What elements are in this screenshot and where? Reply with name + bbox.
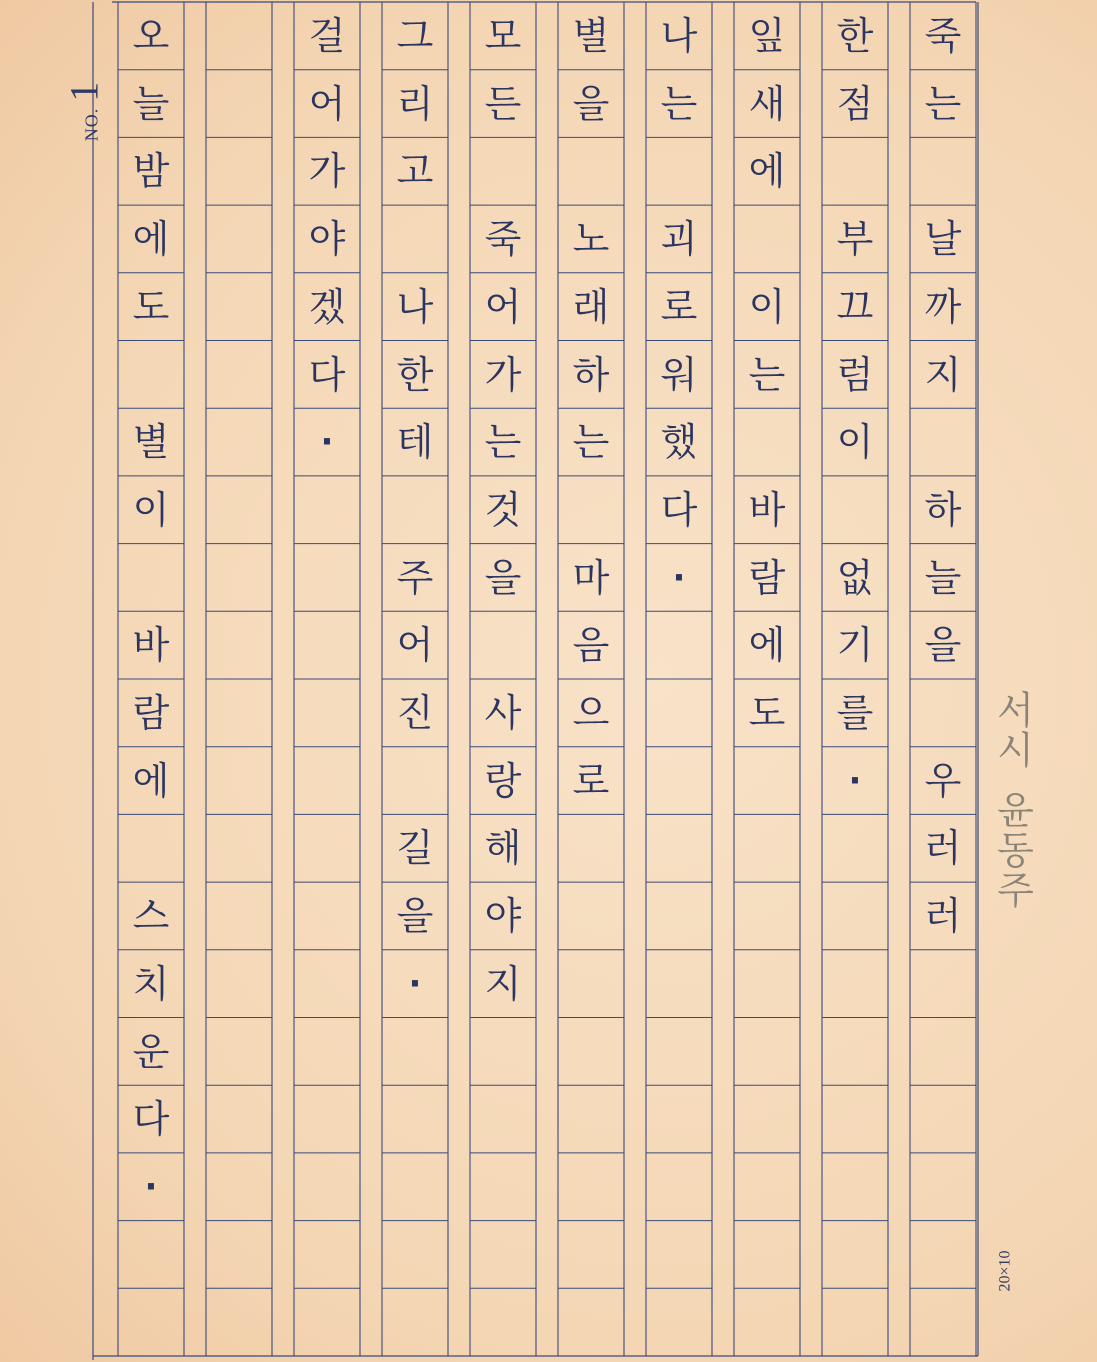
empty-cell [910,1154,976,1220]
manuscript-character: 로 [572,758,610,803]
empty-cell [822,1154,888,1220]
empty-cell [382,206,448,272]
empty-cell [206,206,272,272]
grid-format-label: 20×10 [996,1250,1014,1292]
empty-cell [910,680,976,746]
manuscript-character: 우 [924,758,962,803]
empty-cell [558,815,624,881]
empty-cell [910,138,976,204]
empty-cell [206,1289,272,1355]
manuscript-character: 이 [836,420,874,465]
empty-cell [734,748,800,814]
manuscript-character: 노 [572,217,610,262]
empty-cell [646,815,712,881]
empty-cell [294,883,360,949]
page-number-label [60,82,107,142]
empty-cell [910,409,976,475]
manuscript-character: 끄 [836,284,874,329]
empty-cell [822,1086,888,1152]
empty-cell [206,748,272,814]
empty-cell [646,680,712,746]
manuscript-character: 지 [484,961,522,1006]
manuscript-character: 야 [308,217,346,262]
empty-cell [206,477,272,543]
manuscript-character: 가 [308,149,346,194]
empty-cell [382,1086,448,1152]
empty-cell [294,815,360,881]
empty-cell [118,342,184,408]
manuscript-character: 도 [132,284,170,329]
manuscript-character: 어 [484,284,522,329]
empty-cell [294,1289,360,1355]
empty-cell [118,545,184,611]
empty-cell [294,1222,360,1288]
empty-cell [118,1222,184,1288]
empty-cell [646,138,712,204]
manuscript-character: · [408,963,422,1004]
manuscript-character: 테 [396,420,434,465]
manuscript-character: 죽 [484,217,522,262]
empty-cell [646,1289,712,1355]
manuscript-character: 에 [748,623,786,668]
empty-cell [910,1289,976,1355]
empty-cell [382,1289,448,1355]
empty-cell [206,1154,272,1220]
empty-cell [822,138,888,204]
empty-cell [206,612,272,678]
empty-cell [910,1222,976,1288]
manuscript-character: 하 [924,487,962,532]
empty-cell [206,1222,272,1288]
manuscript-character: 음 [572,623,610,668]
empty-cell [206,274,272,340]
empty-cell [382,748,448,814]
empty-cell [822,883,888,949]
empty-cell [118,1289,184,1355]
empty-cell [558,1019,624,1085]
empty-cell [382,1154,448,1220]
empty-cell [206,1086,272,1152]
empty-cell [910,1086,976,1152]
empty-cell [558,1086,624,1152]
empty-cell [734,1222,800,1288]
empty-cell [294,680,360,746]
manuscript-character: 늘 [132,81,170,126]
empty-cell [558,1289,624,1355]
manuscript-character: 래 [572,284,610,329]
empty-cell [734,1289,800,1355]
manuscript-character: 별 [572,14,610,58]
empty-cell [734,1154,800,1220]
manuscript-character: 에 [132,217,170,262]
empty-cell [734,815,800,881]
page-number-prefix: NO. [81,107,102,142]
manuscript-character: 럼 [836,352,874,397]
empty-cell [470,1154,536,1220]
manuscript-character: 오 [132,14,170,58]
empty-cell [558,951,624,1017]
manuscript-character: 겠 [308,284,346,329]
manuscript-character: 밤 [132,149,170,194]
empty-cell [646,951,712,1017]
empty-cell [206,1019,272,1085]
manuscript-character: 한 [836,14,874,58]
empty-cell [558,1222,624,1288]
manuscript-character: 길 [396,826,434,871]
empty-cell [822,951,888,1017]
manuscript-character: 없 [836,555,874,600]
manuscript-character: 바 [748,487,786,532]
manuscript-character: 다 [660,487,698,532]
manuscript-character: 진 [396,691,434,735]
empty-cell [734,951,800,1017]
manuscript-character: 을 [924,623,962,668]
manuscript-character: 리 [396,81,434,126]
manuscript-character: · [848,760,862,801]
manuscript-character: 스 [132,894,170,939]
manuscript-character: 마 [572,555,610,600]
manuscript-character: · [672,557,686,598]
manuscript-character: 부 [836,217,874,262]
manuscript-character: 늘 [924,555,962,600]
empty-cell [206,342,272,408]
empty-cell [294,1086,360,1152]
empty-cell [294,951,360,1017]
manuscript-character: 든 [484,81,522,126]
manuscript-character: 을 [484,555,522,600]
empty-cell [470,612,536,678]
empty-cell [206,3,272,69]
manuscript-character: 날 [924,217,962,262]
empty-cell [734,1019,800,1085]
manuscript-character: 별 [132,420,170,465]
empty-cell [734,883,800,949]
empty-cell [822,477,888,543]
empty-cell [470,1086,536,1152]
manuscript-character: 모 [484,14,522,58]
empty-cell [294,545,360,611]
empty-cell [646,1222,712,1288]
manuscript-character: 이 [132,487,170,532]
empty-cell [822,1289,888,1355]
empty-cell [382,1019,448,1085]
manuscript-character: 을 [396,894,434,939]
empty-cell [206,883,272,949]
manuscript-character: 러 [924,894,962,939]
empty-cell [910,951,976,1017]
poem-title: 서시 [990,690,1034,770]
manuscript-character: 도 [748,691,786,735]
empty-cell [294,748,360,814]
empty-cell [646,1154,712,1220]
manuscript-character: 에 [132,758,170,803]
manuscript-character: 로 [660,284,698,329]
manuscript-character: 어 [308,81,346,126]
manuscript-character: 기 [836,623,874,668]
manuscript-character: 가 [484,352,522,397]
manuscript-character: 죽 [924,14,962,58]
manuscript-character: 치 [132,961,170,1006]
empty-cell [382,477,448,543]
empty-cell [822,815,888,881]
manuscript-character: 는 [660,81,698,126]
manuscript-character: 워 [660,352,698,397]
manuscript-character: 점 [836,81,874,126]
empty-cell [646,612,712,678]
manuscript-character: 걸 [308,14,346,58]
manuscript-character: 하 [572,352,610,397]
poem-author: 윤동주 [990,790,1034,910]
manuscript-character: 사 [484,691,522,735]
empty-cell [558,1154,624,1220]
empty-cell [734,409,800,475]
manuscript-character: 나 [396,284,434,329]
manuscript-character: 까 [924,284,962,329]
empty-cell [206,815,272,881]
empty-cell [734,206,800,272]
manuscript-character: 러 [924,826,962,871]
empty-cell [294,1154,360,1220]
manuscript-character: 는 [924,81,962,126]
manuscript-character: · [320,422,334,463]
empty-cell [206,71,272,137]
manuscript-character: 를 [836,691,874,735]
empty-cell [558,477,624,543]
empty-cell [470,1019,536,1085]
page-number: 1 [61,81,107,102]
manuscript-character: 는 [572,420,610,465]
title-and-author [990,690,1034,910]
manuscript-character: 는 [748,352,786,397]
manuscript-character: 바 [132,623,170,668]
empty-cell [646,1086,712,1152]
empty-cell [646,1019,712,1085]
manuscript-character: 했 [660,420,698,465]
empty-cell [206,951,272,1017]
manuscript-character: 이 [748,284,786,329]
empty-cell [294,612,360,678]
manuscript-character: 을 [572,81,610,126]
manuscript-character: 괴 [660,217,698,262]
empty-cell [822,1019,888,1085]
empty-cell [646,748,712,814]
manuscript-character: 새 [748,81,786,126]
manuscript-character: 잎 [748,14,786,58]
manuscript-character: 고 [396,149,434,194]
manuscript-character: 나 [660,14,698,58]
empty-cell [734,1086,800,1152]
manuscript-character: 람 [132,691,170,735]
empty-cell [294,1019,360,1085]
manuscript-character: 랑 [484,758,522,803]
manuscript-character: 주 [396,555,434,600]
manuscript-character: · [144,1166,158,1207]
manuscript-character: 해 [484,826,522,871]
empty-cell [910,1019,976,1085]
empty-cell [206,545,272,611]
manuscript-character: 한 [396,352,434,397]
manuscript-character: 는 [484,420,522,465]
manuscript-character: 다 [132,1097,170,1142]
empty-cell [470,1222,536,1288]
empty-cell [206,138,272,204]
manuscript-character: 야 [484,894,522,939]
empty-cell [470,1289,536,1355]
empty-cell [206,409,272,475]
manuscript-character: 어 [396,623,434,668]
empty-cell [558,883,624,949]
manuscript-character: 람 [748,555,786,600]
empty-cell [294,477,360,543]
manuscript-character: 으 [572,691,610,735]
empty-cell [822,1222,888,1288]
empty-cell [382,1222,448,1288]
manuscript-character: 운 [132,1029,170,1074]
manuscript-character: 그 [396,14,434,58]
manuscript-character: 지 [924,352,962,397]
empty-cell [206,680,272,746]
manuscript-character: 에 [748,149,786,194]
empty-cell [646,883,712,949]
manuscript-character: 다 [308,352,346,397]
empty-cell [470,138,536,204]
manuscript-character: 것 [484,487,522,532]
empty-cell [558,138,624,204]
empty-cell [118,815,184,881]
